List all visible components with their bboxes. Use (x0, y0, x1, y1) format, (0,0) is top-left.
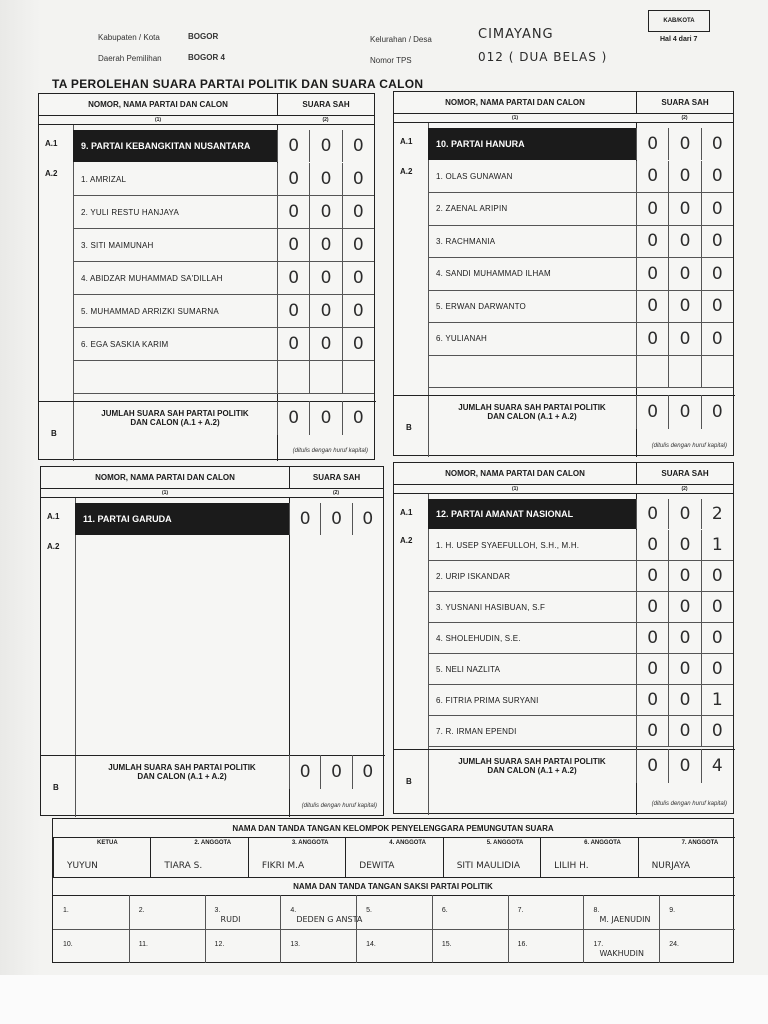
vote-digit: 0 (701, 592, 733, 622)
vote-digit: 0 (668, 128, 700, 160)
column-header-name: NOMOR, NAMA PARTAI DAN CALON (95, 473, 235, 482)
kpps-name: TIARA S. (164, 861, 203, 871)
saksi-top-line (53, 877, 735, 878)
column-header-name: NOMOR, NAMA PARTAI DAN CALON (88, 100, 228, 109)
kpps-cell-divider (150, 837, 151, 877)
vote-digit: 0 (636, 258, 668, 290)
paper-bottom-margin (0, 975, 768, 1024)
kpps-name: YUYUN (67, 861, 98, 871)
candidate-row (428, 193, 733, 226)
vote-digit: 0 (636, 128, 668, 160)
total-votes (636, 749, 733, 783)
vote-digit: 0 (309, 163, 341, 195)
vote-digit: 0 (309, 401, 341, 435)
kabupaten-value: BOGOR (188, 32, 219, 41)
candidate-votes (636, 356, 733, 388)
party-name: 10. PARTAI HANURA (428, 128, 636, 160)
column-header (39, 94, 374, 116)
kpps-role: 5. ANGGOTA (486, 840, 524, 846)
vote-digit: 4 (701, 749, 733, 783)
candidate-votes (277, 196, 374, 228)
kpps-cell-divider (345, 837, 346, 877)
spelled-out-note: (ditulis dengan huruf kapital) (651, 801, 727, 807)
saksi-number: 10. (63, 941, 73, 948)
candidate-name: 4. SHOLEHUDIN, S.E. (436, 633, 521, 643)
kelurahan-label: Kelurahan / Desa (370, 35, 432, 44)
vote-digit: 0 (701, 395, 733, 429)
vote-digit: 0 (636, 592, 668, 622)
candidate-row (73, 328, 374, 361)
vote-digit: 0 (701, 561, 733, 591)
vote-digit: 0 (701, 128, 733, 160)
saksi-cell-divider (583, 929, 584, 963)
candidate-row (428, 356, 733, 389)
sum-label (428, 403, 636, 421)
kpps-name: NURJAYA (651, 861, 691, 871)
saksi-cell-divider (205, 929, 206, 963)
party-panel (38, 93, 375, 460)
saksi-number: 1. (63, 907, 69, 914)
saksi-number: 13. (290, 941, 301, 948)
vote-digit: 0 (309, 328, 341, 360)
vote-digit: 0 (701, 258, 733, 290)
saksi-number: 2. (138, 907, 145, 914)
column-header (41, 467, 383, 489)
candidate-name: 2. URIP ISKANDAR (436, 571, 511, 581)
candidate-name: 1. OLAS GUNAWAN (436, 171, 513, 181)
saksi-cell-divider (508, 895, 509, 929)
vote-digit: 0 (668, 716, 700, 746)
sum-label-line-2: DAN CALON (A.1 + A.2) (137, 772, 227, 781)
party-name: 11. PARTAI GARUDA (75, 503, 289, 535)
saksi-number: 6. (441, 907, 448, 914)
vote-digit: 0 (342, 295, 374, 327)
saksi-cell-divider (432, 895, 433, 929)
kpps-role: 2. ANGGOTA (194, 840, 232, 846)
column-number-row (39, 116, 374, 125)
kpps-role: 7. ANGGOTA (681, 840, 719, 846)
vote-digit: 0 (668, 226, 700, 258)
candidate-row (73, 262, 374, 295)
candidate-name: 5. MUHAMMAD ARRIZKI SUMARNA (81, 306, 219, 316)
saksi-cell-divider (280, 929, 281, 963)
sum-label-line-1: JUMLAH SUARA SAH PARTAI POLITIK (108, 763, 256, 772)
saksi-row-divider (53, 929, 735, 930)
kpps-top-line (53, 837, 735, 838)
vote-digit: 0 (701, 716, 733, 746)
vote-digit: 0 (277, 328, 309, 360)
row-label-a1: A.1 (47, 512, 60, 521)
vote-digit: 0 (289, 503, 320, 535)
vote-digit: 0 (320, 755, 351, 789)
saksi-cell-divider (659, 929, 660, 963)
saksi-cell-divider (129, 895, 130, 929)
column-number-2: (2) (332, 490, 340, 496)
sum-label (75, 763, 289, 781)
column-number-1: (1) (161, 490, 169, 496)
column-number-row (41, 489, 383, 498)
column-header (394, 463, 733, 485)
row-label-a2: A.2 (400, 536, 413, 545)
kpps-role: 4. ANGGOTA (389, 840, 426, 846)
kpps-cell-divider (443, 837, 444, 877)
candidate-votes (636, 291, 733, 323)
candidate-name: 5. NELI NAZLITA (436, 664, 501, 674)
signature-block (52, 818, 734, 963)
candidate-votes (636, 226, 733, 258)
candidate-row (428, 623, 733, 654)
candidate-name: 4. SANDI MUHAMMAD ILHAM (436, 269, 551, 279)
candidate-row (73, 196, 374, 229)
sum-label-line-1: JUMLAH SUARA SAH PARTAI POLITIK (458, 757, 606, 766)
candidate-row (428, 685, 733, 716)
vote-digit: 0 (636, 685, 668, 715)
vote-digit (668, 356, 700, 388)
candidate-votes (636, 623, 733, 653)
column-number-1: (1) (511, 486, 519, 492)
vote-digit: 1 (701, 685, 733, 715)
saksi-number: 11. (138, 941, 148, 948)
candidate-votes (636, 161, 733, 193)
row-label-b: B (53, 783, 59, 792)
vote-digit: 0 (668, 685, 700, 715)
candidate-row (428, 226, 733, 259)
vote-digit (277, 361, 309, 393)
candidate-name: 1. H. USEP SYAEFULLOH, S.H., M.H. (436, 540, 580, 550)
saksi-name: M. JAENUDIN (599, 915, 651, 924)
candidate-votes (277, 361, 374, 393)
column-header-name: NOMOR, NAMA PARTAI DAN CALON (445, 469, 585, 478)
dapil-value: BOGOR 4 (188, 53, 225, 62)
candidate-name: 3. SITI MAIMUNAH (81, 240, 154, 250)
kpps-role: 6. ANGGOTA (584, 840, 621, 846)
vote-digit: 0 (668, 258, 700, 290)
candidate-row (428, 592, 733, 623)
vote-digit: 0 (636, 716, 668, 746)
party-votes (636, 128, 733, 160)
vote-digit: 0 (701, 226, 733, 258)
kpps-name: FIKRI M.A (261, 861, 305, 871)
saksi-cell-divider (508, 929, 509, 963)
candidate-votes (636, 193, 733, 225)
vote-digit: 0 (701, 161, 733, 193)
kpps-name: LILIH H. (554, 861, 589, 871)
vote-digit: 0 (309, 262, 341, 294)
kpps-name: DEWITA (359, 861, 395, 871)
candidate-row (428, 258, 733, 291)
vote-digit: 0 (277, 229, 309, 261)
vote-digit: 0 (342, 262, 374, 294)
candidate-name: 2. YULI RESTU HANJAYA (81, 207, 180, 217)
vote-digit: 2 (701, 499, 733, 529)
candidate-name: 6. EGA SASKIA KARIM (81, 339, 169, 349)
saksi-title: NAMA DAN TANDA TANGAN SAKSI PARTAI POLITIK (293, 882, 493, 891)
spelled-out-note: (ditulis dengan huruf kapital) (651, 443, 727, 449)
column-number-row (394, 485, 733, 494)
vote-digit: 0 (636, 395, 668, 429)
saksi-number: 5. (366, 907, 372, 914)
column-header-votes: SUARA SAH (636, 463, 733, 485)
saksi-name: RUDI (220, 915, 241, 924)
vote-digit: 0 (636, 530, 668, 560)
vote-digit: 0 (668, 161, 700, 193)
saksi-number: 24. (669, 941, 679, 948)
party-votes (636, 499, 733, 529)
saksi-name: DEDEN G ANSTA (296, 915, 363, 924)
sum-label-line-2: DAN CALON (A.1 + A.2) (130, 418, 220, 427)
column-header-name: NOMOR, NAMA PARTAI DAN CALON (445, 98, 585, 107)
row-label-b: B (406, 777, 412, 786)
sum-label-line-2: DAN CALON (A.1 + A.2) (487, 766, 577, 775)
candidate-votes (636, 654, 733, 684)
vote-digit: 0 (636, 323, 668, 355)
row-label-a1: A.1 (400, 508, 413, 517)
saksi-grid-top (53, 895, 735, 896)
vote-digit (309, 361, 341, 393)
vote-digit: 0 (309, 295, 341, 327)
saksi-number: 7. (517, 907, 524, 914)
saksi-number: 12. (214, 941, 225, 948)
saksi-cell-divider (356, 929, 357, 963)
paper-fold-left (0, 0, 40, 1024)
spelled-out-note: (ditulis dengan huruf kapital) (301, 803, 377, 809)
vote-digit: 0 (668, 530, 700, 560)
vote-digit: 0 (636, 561, 668, 591)
candidate-name: 2. ZAENAL ARIPIN (436, 204, 508, 214)
row-label-b: B (51, 429, 57, 438)
vote-digit: 0 (636, 193, 668, 225)
column-number-1: (1) (154, 117, 162, 123)
saksi-cell-divider (280, 895, 281, 929)
vote-digit: 0 (668, 561, 700, 591)
vote-digit: 0 (342, 229, 374, 261)
candidate-votes (277, 295, 374, 327)
dapil-label: Daerah Pemilihan (98, 54, 162, 63)
vote-digit (701, 356, 733, 388)
candidate-row (428, 530, 733, 561)
candidate-row (428, 161, 733, 194)
saksi-number: 9. (669, 907, 676, 914)
party-panel (393, 91, 734, 456)
candidate-votes (636, 592, 733, 622)
tps-label: Nomor TPS (370, 56, 412, 65)
saksi-number: 4. (290, 907, 297, 914)
row-label-a2: A.2 (400, 166, 413, 176)
candidate-name: 3. YUSNANI HASIBUAN, S.F (436, 602, 546, 612)
vote-digit: 0 (309, 130, 341, 162)
kpps-title: NAMA DAN TANDA TANGAN KELOMPOK PENYELENGGARA PEMUNGUTAN SUARA (232, 824, 554, 833)
tps-value: 012 ( DUA BELAS ) (478, 50, 608, 64)
total-votes (636, 395, 733, 429)
party-name: 12. PARTAI AMANAT NASIONAL (428, 499, 636, 529)
vote-digit: 0 (636, 161, 668, 193)
vote-digit: 0 (668, 291, 700, 323)
vote-digit: 0 (342, 196, 374, 228)
saksi-number: 17. (593, 941, 604, 948)
vote-digit: 0 (342, 130, 374, 162)
candidate-votes (636, 258, 733, 290)
vote-digit: 0 (277, 295, 309, 327)
vote-digit: 0 (701, 323, 733, 355)
vote-digit: 0 (342, 163, 374, 195)
candidate-row (428, 561, 733, 592)
candidate-row (428, 654, 733, 685)
kpps-cell-divider (248, 837, 249, 877)
candidate-votes (277, 262, 374, 294)
candidate-name: 3. RACHMANIA (436, 236, 496, 246)
saksi-cell-divider (659, 895, 660, 929)
candidate-name: 7. R. IRMAN EPENDI (436, 726, 517, 736)
row-label-a2: A.2 (45, 169, 58, 178)
total-votes (289, 755, 383, 789)
candidate-name (73, 361, 277, 393)
candidate-votes (636, 323, 733, 355)
candidate-votes (636, 716, 733, 746)
column-number-2: (2) (322, 117, 329, 123)
total-votes (277, 401, 374, 435)
vote-digit: 0 (309, 229, 341, 261)
saksi-number: 15. (441, 941, 452, 948)
kelurahan-value: CIMAYANG (478, 27, 554, 42)
vote-digit: 0 (320, 503, 351, 535)
saksi-cell-divider (129, 929, 130, 963)
vote-digit: 0 (636, 291, 668, 323)
vote-digit: 0 (636, 226, 668, 258)
candidate-row (73, 361, 374, 394)
candidate-row (73, 295, 374, 328)
vote-digit: 0 (342, 401, 374, 435)
candidate-name: 6. FITRIA PRIMA SURYANI (436, 695, 539, 705)
kpps-cell-divider (540, 837, 541, 877)
party-votes (277, 130, 374, 162)
vote-digit: 0 (636, 499, 668, 529)
party-votes (289, 503, 383, 535)
kpps-cell-divider (53, 837, 54, 877)
saksi-cell-divider (356, 895, 357, 929)
saksi-cell-divider (583, 895, 584, 929)
sum-label-line-1: JUMLAH SUARA SAH PARTAI POLITIK (101, 409, 249, 418)
vote-digit: 0 (668, 654, 700, 684)
kpps-role: 3. ANGGOTA (291, 840, 329, 846)
vote-digit: 0 (277, 196, 309, 228)
vote-digit: 0 (668, 395, 700, 429)
vote-digit: 0 (636, 749, 668, 783)
candidate-row (428, 323, 733, 356)
column-number-2: (2) (681, 115, 688, 121)
saksi-number: 3. (214, 907, 221, 914)
row-label-a1: A.1 (400, 137, 413, 146)
kpps-name: SITI MAULIDIA (456, 861, 521, 871)
row-label-a1: A.1 (45, 139, 58, 148)
candidate-votes (277, 328, 374, 360)
candidate-row (73, 229, 374, 262)
vote-digit: 0 (668, 193, 700, 225)
vote-digit: 0 (701, 654, 733, 684)
candidate-votes (277, 229, 374, 261)
vote-digit: 0 (668, 323, 700, 355)
vote-digit: 0 (277, 163, 309, 195)
kabupaten-label: Kabupaten / Kota (98, 33, 160, 42)
vote-digit: 0 (636, 623, 668, 653)
sum-label-line-2: DAN CALON (A.1 + A.2) (487, 412, 577, 421)
vote-digit: 0 (277, 262, 309, 294)
vote-digit: 0 (352, 755, 383, 789)
column-number-2: (2) (681, 486, 688, 492)
vote-digit: 0 (352, 503, 383, 535)
page-number: Hal 4 dari 7 (660, 36, 698, 43)
party-name: 9. PARTAI KEBANGKITAN NUSANTARA (73, 130, 277, 162)
candidate-votes (636, 530, 733, 560)
saksi-cell-divider (205, 895, 206, 929)
vote-digit: 0 (668, 623, 700, 653)
saksi-number: 14. (366, 941, 376, 948)
party-panel (393, 462, 734, 814)
saksi-number: 16. (517, 941, 528, 948)
candidate-votes (636, 561, 733, 591)
column-number-1: (1) (511, 115, 519, 121)
spelled-out-note: (ditulis dengan huruf kapital) (292, 448, 368, 454)
vote-digit (636, 356, 668, 388)
sum-label (73, 409, 277, 427)
form-title: TA PEROLEHAN SUARA PARTAI POLITIK DAN SUARA CALON (52, 77, 424, 91)
vote-digit: 0 (701, 291, 733, 323)
vote-digit: 0 (668, 749, 700, 783)
candidate-name: 6. YULIANAH (436, 334, 487, 344)
column-header-votes: SUARA SAH (277, 94, 374, 116)
candidate-name: 5. ERWAN DARWANTO (436, 301, 526, 311)
row-label-b: B (406, 423, 412, 432)
sum-label (428, 757, 636, 775)
vote-digit: 0 (701, 193, 733, 225)
row-label-a2: A.2 (47, 542, 60, 551)
kpps-role: KETUA (97, 840, 118, 846)
vote-digit: 0 (289, 755, 320, 789)
column-header-votes: SUARA SAH (289, 467, 383, 489)
saksi-name: WAKHUDIN (599, 949, 645, 958)
candidate-row (428, 716, 733, 747)
candidate-name (428, 356, 636, 388)
candidate-votes (277, 163, 374, 195)
vote-digit: 0 (277, 130, 309, 162)
saksi-cell-divider (432, 929, 433, 963)
vote-digit: 0 (668, 592, 700, 622)
vote-digit: 0 (309, 196, 341, 228)
candidate-row (73, 163, 374, 196)
party-panel (40, 466, 384, 816)
kpps-cell-divider (638, 837, 639, 877)
candidate-name: 4. ABIDZAR MUHAMMAD SA'DILLAH (81, 273, 223, 283)
form-badge: KAB/KOTA (648, 10, 710, 32)
vote-digit: 0 (668, 499, 700, 529)
vote-digit: 0 (636, 654, 668, 684)
vote-digit: 0 (277, 401, 309, 435)
column-number-row (394, 114, 733, 123)
candidate-name: 1. AMRIZAL (81, 174, 127, 184)
vote-digit: 0 (342, 328, 374, 360)
column-header (394, 92, 733, 114)
vote-digit: 1 (701, 530, 733, 560)
column-header-votes: SUARA SAH (636, 92, 733, 114)
vote-digit: 0 (701, 623, 733, 653)
candidate-row (428, 291, 733, 324)
sum-label-line-1: JUMLAH SUARA SAH PARTAI POLITIK (458, 403, 606, 412)
saksi-number: 8. (593, 907, 600, 914)
vote-digit (342, 361, 374, 393)
candidate-votes (636, 685, 733, 715)
